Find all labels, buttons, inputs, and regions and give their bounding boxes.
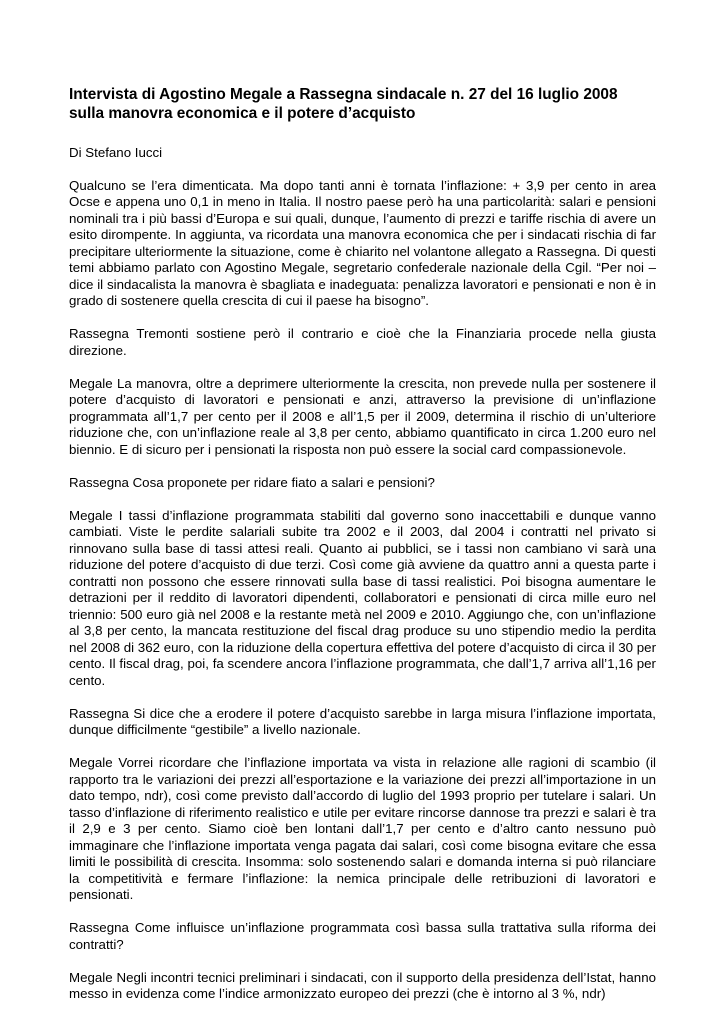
paragraph-question-3: Rassegna Si dice che a erodere il potere d’acquisto sarebbe in larga misura l’inflazione importata, dunque difficilmente “gestibile” a livello nazionale. — [69, 705, 656, 737]
paragraph-answer-4: Megale Negli incontri tecnici preliminari i sindacati, con il supporto della presidenza dell’Istat, hanno messo in evidenza come l’indice armonizzato europeo dei prezzi (che è intorno al 3 %, ndr) — [69, 969, 656, 1001]
paragraph-answer-1: Megale La manovra, oltre a deprimere ulteriormente la crescita, non prevede nulla per sostenere il potere d’acquisto di lavoratori e pensionati e anzi, attraverso la previsione di un’inflazione programmata all’1,7 per cento per il 2008 e all’1,5 per il 2009, determina il rischio di un’ulteriore riduzione che, con un’inflazione reale al 3,8 per cento, abbiamo quantificato in circa 1.200 euro nel biennio. E di sicuro per i pensionati la risposta non può essere la social card compassionevole. — [69, 375, 656, 457]
paragraph-answer-3: Megale Vorrei ricordare che l’inflazione importata va vista in relazione alle ragioni di scambio (il rapporto tra le variazioni dei prezzi all’esportazione e la variazione dei prezzi all’importazione in un dato tempo, ndr), così come previsto dall’accordo di luglio del 1993 proprio per tutelare i salari. Un tasso d’inflazione di riferimento realistico e utile per evitare rincorse dannose tra prezzi e salari è tra il 2,9 e 3 per cento. Siamo cioè ben lontani dall’1,7 per cento e d’altro canto nessuno può immaginare che l’inflazione importata venga pagata dai salari, così come bisogna evitare che essa limiti le possibilità di crescita. Insomma: solo sostenendo salari e domanda interna si può rilanciare la competitività e fermare l’inflazione: la nemica principale delle retribuzioni di lavoratori e pensionati. — [69, 755, 656, 902]
paragraph-question-2: Rassegna Cosa proponete per ridare fiato a salari e pensioni? — [69, 474, 435, 490]
paragraph-answer-2: Megale I tassi d’inflazione programmata stabiliti dal governo sono inaccettabili e dunque vanno cambiati. Viste le perdite salariali subite tra 2002 e il 2003, dal 2004 i contratti nel privato si rinnovano sulla base di tassi attesi reali. Quanto ai pubblici, se i tassi non cambiano vi sarà una riduzione del potere d’acquisto di due terzi. Così come già avviene da quattro anni a questa parte i contratti non possono che essere rinnovati sulla base di tassi realistici. Poi bisogna aumentare le detrazioni per il reddito di lavoratori dipendenti, collaboratori e pensionati di circa mille euro nel triennio: 500 euro già nel 2008 e la restante metà nel 2009 e 2010. Aggiungo che, con un’inflazione al 3,8 per cento, la mancata restituzione del fiscal drag produce su uno stipendio medio la perdita nel 2008 di 362 euro, con la riduzione della copertura effettiva del potere d’acquisto di circa il 30 per cento. Il fiscal drag, poi, fa scendere ancora l’inflazione programmata, che dall’1,7 arriva all’1,16 per cento. — [69, 507, 656, 688]
paragraph-question-1: Rassegna Tremonti sostiene però il contrario e cioè che la Finanziaria procede nella giusta direzione. — [69, 326, 656, 358]
paragraph-question-4: Rassegna Come influisce un’inflazione programmata così bassa sulla trattativa sulla riforma dei contratti? — [69, 920, 656, 952]
paragraph-intro: Qualcuno se l’era dimenticata. Ma dopo tanti anni è tornata l’inflazione: + 3,9 per cento in area Ocse e appena uno 0,1 in meno in Italia. Il nostro paese però ha una particolarità: salari e pensioni nominali tra i più bassi d’Europa e sui quali, dunque, l’aumento di prezzi e tariffe rischia di avere un esito dirompente. In aggiunta, va ricordata una manovra economica che per i sindacati rischia di far precipitare ulteriormente la situazione, come è chiarito nel volantone allegato a Rassegna. Di questi temi abbiamo parlato con Agostino Megale, segretario confederale nazionale della Cgil. “Per noi – dice il sindacalista la manovra è sbagliata e inadeguata: penalizza lavoratori e pensionati e non è in grado di sostenere quella crescita di cui il paese ha bisogno”. — [69, 177, 656, 308]
document-page — [69, 85, 656, 1019]
document-title: Intervista di Agostino Megale a Rassegna sindacale n. 27 del 16 luglio 2008 sulla manovra economica e il potere d’acquisto — [69, 86, 618, 122]
author-line: Di Stefano Iucci — [69, 145, 163, 160]
